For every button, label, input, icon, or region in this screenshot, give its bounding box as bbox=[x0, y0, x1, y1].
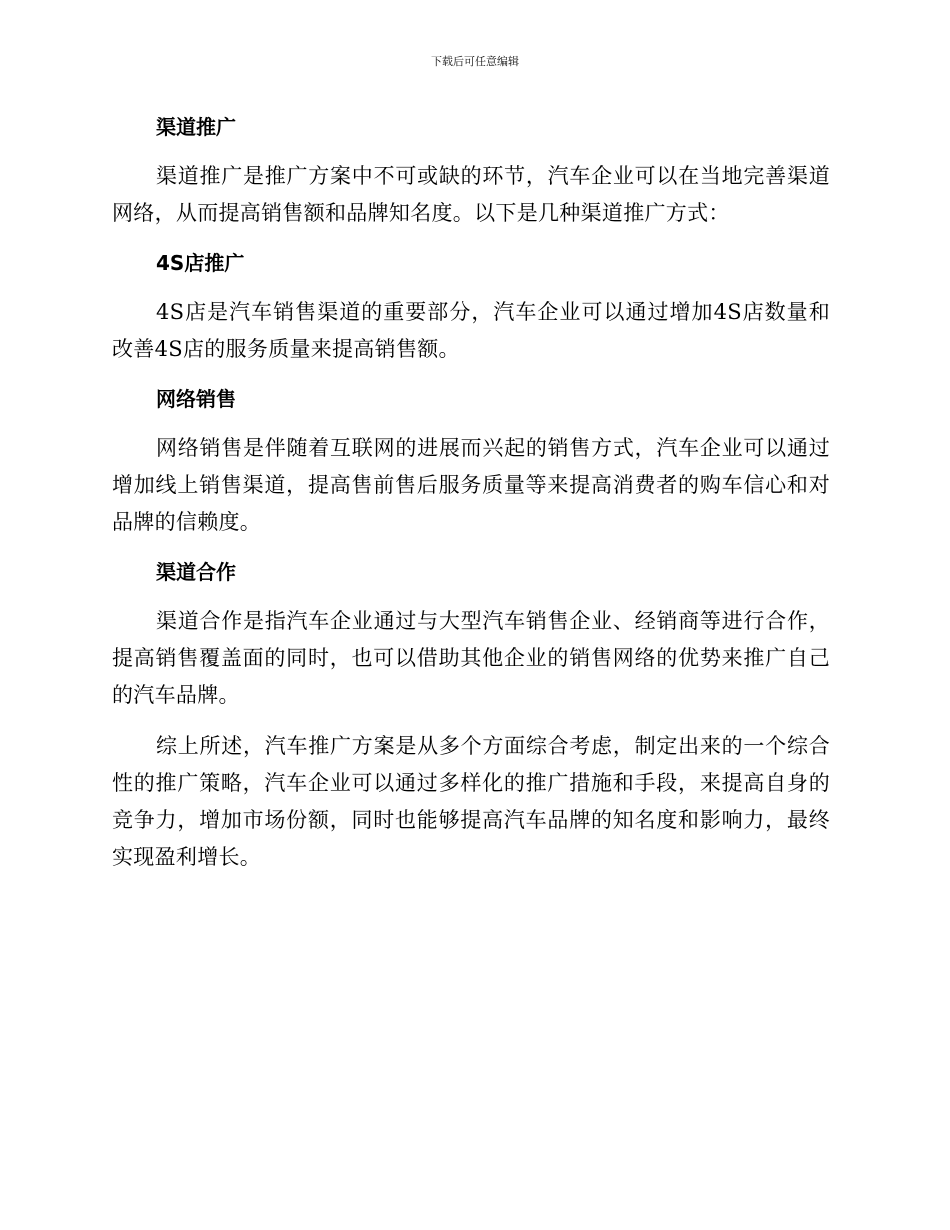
section-channel-promotion bbox=[112, 110, 830, 232]
section-heading: 渠道合作 bbox=[156, 560, 236, 584]
section-paragraph: 渠道合作是指汽车企业通过与大型汽车销售企业、经销商等进行合作，提高销售覆盖面的同时，也可以借助其他企业的销售网络的优势来推广自己的汽车品牌。 bbox=[112, 609, 830, 707]
section-paragraph: 网络销售是伴随着互联网的进展而兴起的销售方式，汽车企业可以通过增加线上销售渠道，提高售前售后服务质量等来提高消费者的购车信心和对品牌的信赖度。 bbox=[112, 436, 830, 534]
section-heading: 渠道推广 bbox=[156, 115, 236, 139]
section-4s-store bbox=[112, 246, 830, 368]
document-body bbox=[112, 110, 830, 876]
section-heading: 4S店推广 bbox=[156, 251, 245, 275]
section-online-sales bbox=[112, 382, 830, 541]
section-paragraph: 4S店是汽车销售渠道的重要部分，汽车企业可以通过增加4S店数量和改善4S店的服务质量来提高销售额。 bbox=[112, 300, 830, 361]
conclusion-paragraph: 综上所述，汽车推广方案是从多个方面综合考虑，制定出来的一个综合性的推广策略，汽车企业可以通过多样化的推广措施和手段，来提高自身的竞争力，增加市场份额，同时也能够提高汽车品牌的知名度和影响力，最终实现盈利增长。 bbox=[112, 734, 830, 869]
section-paragraph: 渠道推广是推广方案中不可或缺的环节，汽车企业可以在当地完善渠道网络，从而提高销售额和品牌知名度。以下是几种渠道推广方式： bbox=[112, 164, 830, 225]
section-heading: 网络销售 bbox=[156, 387, 236, 411]
section-channel-cooperation bbox=[112, 555, 830, 714]
page-header: 下载后可任意编辑 bbox=[431, 55, 519, 68]
